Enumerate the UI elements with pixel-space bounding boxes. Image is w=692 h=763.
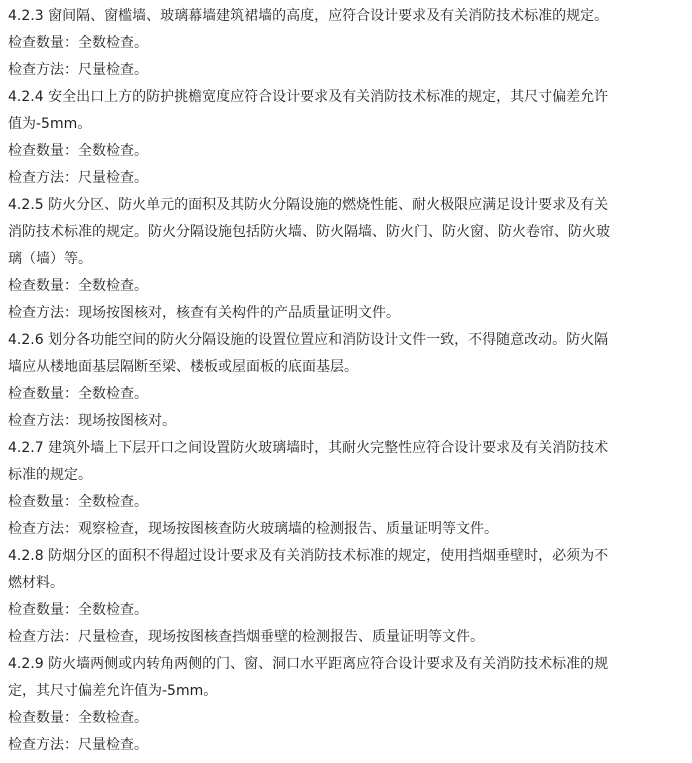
clause-text-continued: 标准的规定。: [8, 467, 92, 483]
check-quantity: 检查数量：全数检查。: [8, 35, 148, 51]
clause-text-continued: 定，其尺寸偏差允许值为-5mm。: [8, 683, 218, 699]
check-method: 检查方法：尺量检查，现场按图核查挡烟垂壁的检测报告、质量证明等文件。: [8, 629, 484, 645]
clause-text: 4.2.4 安全出口上方的防护挑檐宽度应符合设计要求及有关消防技术标准的规定，其尺寸偏差允许: [8, 89, 609, 105]
clause-4-2-8: [8, 543, 684, 651]
clause-text-continued: 燃材料。: [8, 575, 64, 591]
clause-text: 4.2.6 划分各功能空间的防火分隔设施的设置位置应和消防设计文件一致，不得随意改动。防火隔: [8, 332, 609, 348]
check-quantity: 检查数量：全数检查。: [8, 602, 148, 618]
clause-4-2-4: [8, 84, 684, 192]
check-method: 检查方法：观察检查，现场按图核查防火玻璃墙的检测报告、质量证明等文件。: [8, 521, 498, 537]
check-method: 检查方法：尺量检查。: [8, 62, 148, 78]
clause-4-2-3: [8, 3, 684, 84]
check-method: 检查方法：现场按图核对，核查有关构件的产品质量证明文件。: [8, 305, 400, 321]
clause-text-continued: 璃（墙）等。: [8, 251, 92, 267]
clause-4-2-6: [8, 327, 684, 435]
check-quantity: 检查数量：全数检查。: [8, 494, 148, 510]
clause-text: 4.2.5 防火分区、防火单元的面积及其防火分隔设施的燃烧性能、耐火极限应满足设计要求及有关: [8, 197, 609, 213]
clause-text: 4.2.3 窗间隔、窗槛墙、玻璃幕墙建筑裙墙的高度，应符合设计要求及有关消防技术标准的规定。: [8, 8, 609, 24]
check-method: 检查方法：现场按图核对。: [8, 413, 176, 429]
clause-4-2-7: [8, 435, 684, 543]
clause-text: 4.2.7 建筑外墙上下层开口之间设置防火玻璃墙时，其耐火完整性应符合设计要求及有关消防技术: [8, 440, 609, 456]
clause-4-2-5: [8, 192, 684, 327]
check-quantity: 检查数量：全数检查。: [8, 386, 148, 402]
clause-text-continued: 消防技术标准的规定。防火分隔设施包括防火墙、防火隔墙、防火门、防火窗、防火卷帘、防火玻: [8, 224, 610, 240]
clause-text: 4.2.8 防烟分区的面积不得超过设计要求及有关消防技术标准的规定，使用挡烟垂壁时，必须为不: [8, 548, 609, 564]
check-quantity: 检查数量：全数检查。: [8, 143, 148, 159]
check-quantity: 检查数量：全数检查。: [8, 710, 148, 726]
clause-4-2-9: [8, 651, 684, 759]
check-quantity: 检查数量：全数检查。: [8, 278, 148, 294]
clause-text-continued: 值为-5mm。: [8, 116, 92, 132]
check-method: 检查方法：尺量检查。: [8, 737, 148, 753]
clause-text: 4.2.9 防火墙两侧或内转角两侧的门、窗、洞口水平距离应符合设计要求及有关消防技术标准的规: [8, 656, 609, 672]
clause-text-continued: 墙应从楼地面基层隔断至梁、楼板或屋面板的底面基层。: [8, 359, 358, 375]
check-method: 检查方法：尺量检查。: [8, 170, 148, 186]
